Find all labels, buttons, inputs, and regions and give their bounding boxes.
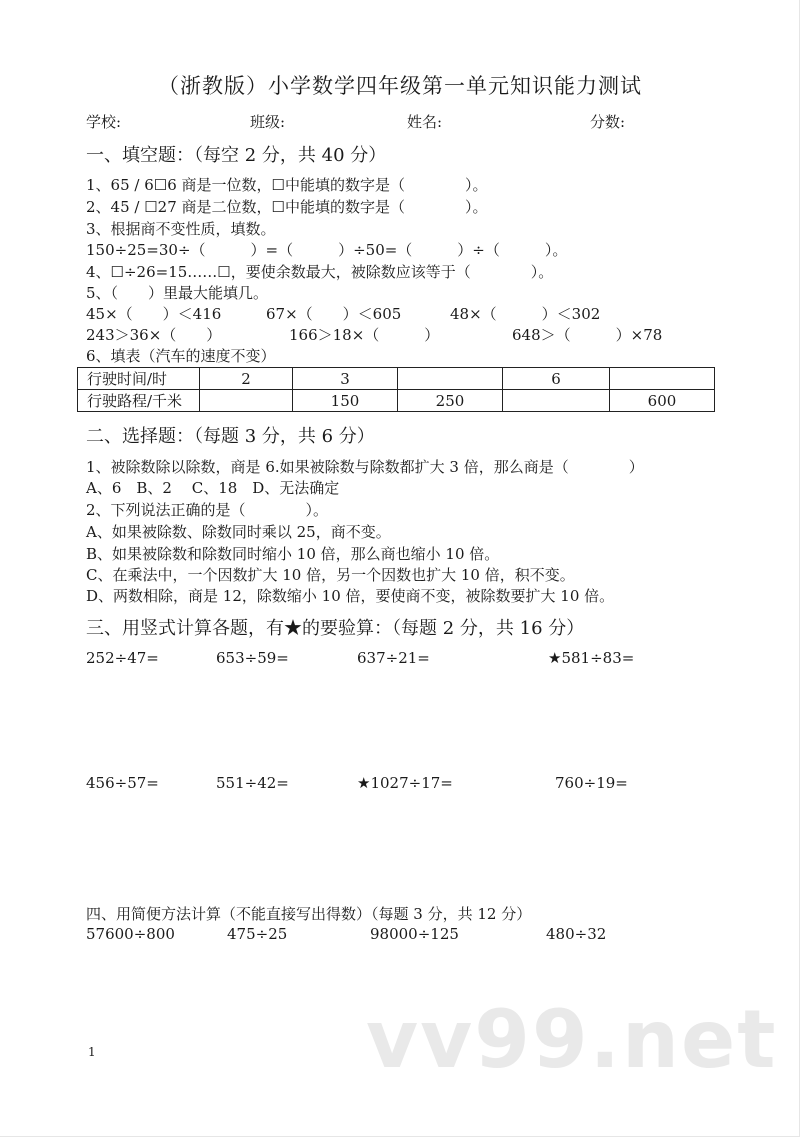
table-cell: 6 bbox=[503, 368, 610, 390]
s2-q1: 1、被除数除以除数，商是 6.如果被除数与除数都扩大 3 倍，那么商是（ ） bbox=[86, 458, 644, 476]
table-cell: 行驶路程/千米 bbox=[78, 390, 200, 412]
calc-item: ★1027÷17= bbox=[357, 774, 453, 792]
page-number: 1 bbox=[88, 1045, 96, 1059]
table-cell bbox=[503, 390, 610, 412]
score-label: 分数: bbox=[590, 113, 626, 131]
s2-q1-options: A、6 B、2 C、18 D、无法确定 bbox=[86, 479, 340, 497]
calc-item: 252÷47= bbox=[86, 649, 159, 667]
table-cell bbox=[398, 368, 503, 390]
table-cell: 3 bbox=[293, 368, 398, 390]
section4-heading: 四、用简便方法计算（不能直接写出得数）（每题 3 分，共 12 分） bbox=[86, 905, 532, 923]
table-cell bbox=[610, 368, 715, 390]
ineq-4: 243＞36×（ ） bbox=[86, 326, 222, 344]
section1-heading: 一、填空题：（每空 2 分，共 40 分） bbox=[86, 145, 387, 166]
simple-calc-item: 480÷32 bbox=[546, 925, 607, 943]
ineq-2: 67×（ ）＜605 bbox=[266, 305, 402, 323]
s1-line-3: 3、根据商不变性质，填数。 bbox=[86, 220, 276, 238]
s2-q2-option-a: A、如果被除数、除数同时乘以 25，商不变。 bbox=[86, 523, 391, 541]
s2-q2-option-b: B、如果被除数和除数同时缩小 10 倍，那么商也缩小 10 倍。 bbox=[86, 545, 500, 563]
table-cell: 行驶时间/时 bbox=[78, 368, 200, 390]
table-row bbox=[78, 368, 715, 390]
table-cell: 150 bbox=[293, 390, 398, 412]
calc-item: ★581÷83= bbox=[548, 649, 635, 667]
s2-q2: 2、下列说法正确的是（ ）。 bbox=[86, 501, 329, 519]
class-label: 班级: bbox=[250, 113, 286, 131]
table-cell bbox=[200, 390, 293, 412]
section3-heading: 三、用竖式计算各题，有★的要验算：（每题 2 分，共 16 分） bbox=[86, 618, 585, 639]
s1-line-4: 150÷25=30÷（ ）=（ ）÷50=（ ）÷（ ）。 bbox=[86, 241, 568, 259]
table-cell: 2 bbox=[200, 368, 293, 390]
ineq-3: 48×（ ）＜302 bbox=[450, 305, 601, 323]
table-cell: 600 bbox=[610, 390, 715, 412]
name-label: 姓名: bbox=[407, 113, 443, 131]
ineq-6: 648＞（ ）×78 bbox=[512, 326, 663, 344]
speed-table bbox=[77, 367, 715, 412]
s1-line-6: 5、（ ）里最大能填几。 bbox=[86, 284, 269, 302]
simple-calc-item: 475÷25 bbox=[227, 925, 288, 943]
simple-calc-item: 98000÷125 bbox=[370, 925, 459, 943]
s1-line-5: 4、☐÷26=15……☐，要使余数最大，被除数应该等于（ ）。 bbox=[86, 263, 554, 281]
calc-item: 456÷57= bbox=[86, 774, 159, 792]
s1-line-1: 1、65 / 6☐6 商是一位数，☐中能填的数字是（ ）。 bbox=[86, 176, 488, 194]
calc-item: 760÷19= bbox=[555, 774, 628, 792]
table-cell: 250 bbox=[398, 390, 503, 412]
table-row bbox=[78, 390, 715, 412]
section2-heading: 二、选择题：（每题 3 分，共 6 分） bbox=[86, 426, 375, 447]
s2-q2-option-d: D、两数相除，商是 12，除数缩小 10 倍，要使商不变，被除数要扩大 10 倍。 bbox=[86, 587, 615, 605]
s2-q2-option-c: C、在乘法中，一个因数扩大 10 倍，另一个因数也扩大 10 倍，积不变。 bbox=[86, 566, 575, 584]
table-caption: 6、填表（汽车的速度不变） bbox=[86, 347, 276, 365]
calc-item: 551÷42= bbox=[216, 774, 289, 792]
ineq-1: 45×（ ）＜416 bbox=[86, 305, 222, 323]
watermark: vv99.net bbox=[366, 993, 778, 1086]
calc-item: 653÷59= bbox=[216, 649, 289, 667]
calc-item: 637÷21= bbox=[357, 649, 430, 667]
school-label: 学校: bbox=[86, 113, 122, 131]
page-title: （浙教版）小学数学四年级第一单元知识能力测试 bbox=[158, 74, 642, 98]
simple-calc-item: 57600÷800 bbox=[86, 925, 175, 943]
ineq-5: 166＞18×（ ） bbox=[289, 326, 440, 344]
s1-line-2: 2、45 / ☐27 商是二位数，☐中能填的数字是（ ）。 bbox=[86, 198, 488, 216]
